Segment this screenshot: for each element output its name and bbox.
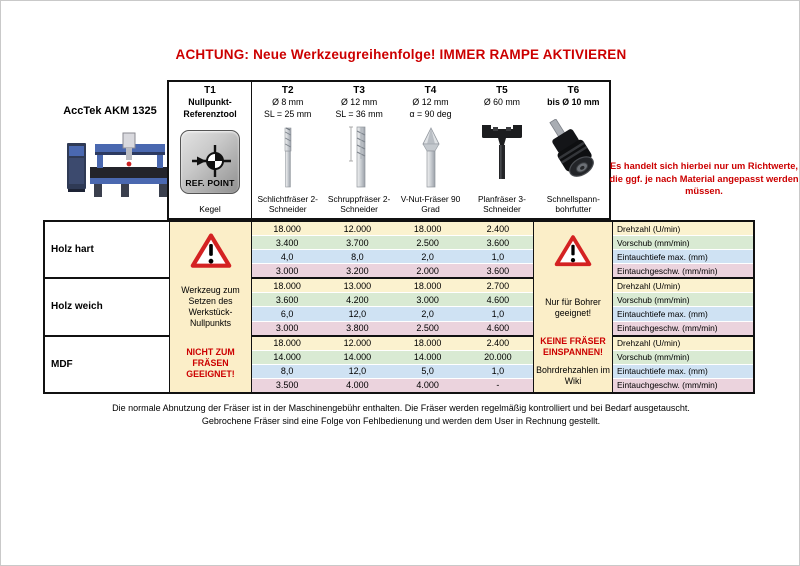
value-cell: 2.500 — [416, 237, 439, 248]
table-row — [252, 351, 533, 365]
table-row — [252, 307, 533, 321]
value-cell: 2,0 — [421, 251, 434, 262]
tool-column-t2 — [252, 82, 323, 218]
value-cell: 2.400 — [486, 338, 510, 349]
v-groove-bit-icon — [418, 125, 444, 189]
row-label: Eintauchgeschw. (mm/min) — [613, 322, 753, 335]
warning-triangle-icon — [190, 232, 232, 270]
tool-column-t4 — [395, 82, 466, 218]
value-block — [252, 335, 533, 392]
value-cell: 5,0 — [421, 366, 434, 377]
tool-name: V-Nut-Fräser 90 Grad — [400, 194, 461, 214]
tool-spec: SL = 36 mm — [335, 108, 383, 119]
value-cell: 3.700 — [346, 237, 369, 248]
table-row — [252, 279, 533, 293]
t1-note-bottom: NICHT ZUM FRÄSEN GEEIGNET! — [186, 346, 235, 379]
value-cell: 3.400 — [275, 237, 299, 248]
value-cell: 1,0 — [491, 366, 505, 377]
value-cell: 18.000 — [273, 223, 301, 234]
page-title: ACHTUNG: Neue Werkzeugreihenfolge! IMMER RAMPE AKTIVIEREN — [175, 47, 627, 62]
value-cell: 12.000 — [343, 338, 372, 349]
warning-icon-cell — [170, 222, 251, 280]
t1-note-middle: Werkzeug zum Setzen des Werkstück-Nullpunkts — [181, 285, 240, 328]
tool-spec: SL = 25 mm — [264, 108, 312, 119]
tool-image-cell — [538, 109, 609, 195]
tool-name: Kegel — [199, 204, 221, 214]
value-cell: 12,0 — [348, 309, 367, 320]
value-cell: 3.000 — [275, 265, 299, 276]
table-row — [252, 365, 533, 379]
value-cell: 2.000 — [416, 265, 439, 276]
tool-image-cell — [169, 120, 251, 204]
tool-spec: Ø 8 mm — [272, 97, 304, 107]
value-cell: 4.600 — [486, 294, 510, 305]
tool-spec: bis Ø 10 mm — [547, 97, 600, 107]
tool-header-table — [167, 80, 611, 220]
tool-image-cell — [323, 120, 394, 194]
tool-column-t1 — [169, 82, 252, 218]
machine-name: AccTek AKM 1325 — [63, 105, 157, 117]
t6-panel — [533, 222, 613, 392]
row-label: Eintauchtiefe max. (mm) — [613, 307, 753, 321]
material-cell: Holz weich — [45, 277, 169, 334]
value-cell: 18.000 — [273, 280, 301, 291]
value-cell: 2,0 — [421, 309, 434, 320]
footer-notes — [1, 402, 800, 427]
t1-panel — [170, 222, 252, 392]
value-cell: 14.000 — [273, 352, 301, 363]
row-label: Drehzahl (U/min) — [613, 222, 753, 236]
value-cell: 14.000 — [343, 352, 372, 363]
tool-image-cell — [466, 109, 537, 195]
tool-id: T3 — [353, 85, 365, 96]
table-row — [252, 236, 533, 250]
value-cell: 3.200 — [346, 265, 369, 276]
table-row — [252, 264, 533, 277]
value-cell: 4.000 — [416, 380, 439, 391]
tool-id: T1 — [204, 85, 216, 96]
value-cell: 4.600 — [486, 323, 510, 334]
row-label: Eintauchgeschw. (mm/min) — [613, 264, 753, 277]
value-cell: 20.000 — [484, 352, 512, 363]
label-block — [613, 335, 753, 392]
guideline-note: Es handelt sich hierbei nur um Richtwerte, die ggf. je nach Material angepasst werden müssen. — [609, 161, 799, 196]
tool-id: T6 — [567, 85, 580, 96]
label-block — [613, 222, 753, 277]
tool-spec: Referenztool — [183, 108, 237, 119]
label-block — [613, 277, 753, 334]
table-row — [252, 379, 533, 392]
value-cell: 12.000 — [343, 223, 372, 234]
table-row — [252, 250, 533, 264]
tool-name: Schlichtfräser 2-Schneider — [257, 194, 318, 214]
value-cell: 3.800 — [346, 323, 369, 334]
roughing-endmill-icon — [344, 125, 374, 189]
warning-triangle-icon — [554, 234, 592, 268]
value-cell: 18.000 — [413, 223, 442, 234]
tool-column-t5 — [466, 82, 537, 218]
reference-point-symbol — [188, 144, 232, 178]
tool-id: T5 — [496, 85, 508, 96]
value-cell: 18.000 — [413, 338, 442, 349]
ref-point-label: REF. POINT — [185, 178, 235, 188]
value-cell: 14.000 — [413, 352, 442, 363]
tool-spec: Ø 12 mm — [341, 97, 378, 107]
t6-note-middle: Nur für Bohrer geeignet! — [545, 296, 601, 318]
value-cell: 2.400 — [486, 223, 510, 234]
tool-column-t6 — [538, 82, 609, 218]
values-block — [252, 222, 533, 392]
table-row — [252, 322, 533, 335]
tool-spec: Nullpunkt- — [188, 97, 232, 107]
table-row — [252, 337, 533, 351]
row-label: Eintauchtiefe max. (mm) — [613, 365, 753, 379]
material-column — [45, 222, 170, 392]
row-label: Vorschub (mm/min) — [613, 351, 753, 365]
value-cell: 3.000 — [275, 323, 299, 334]
tool-spec: α = 90 deg — [409, 108, 452, 119]
value-cell: 4.200 — [346, 294, 369, 305]
value-cell: 1,0 — [491, 309, 505, 320]
value-cell: 3.000 — [416, 294, 439, 305]
material-cell: MDF — [45, 335, 169, 392]
value-block — [252, 277, 533, 334]
row-label: Drehzahl (U/min) — [613, 279, 753, 293]
tool-spec: Ø 60 mm — [483, 97, 520, 107]
t6-note-red: KEINE FRÄSER EINSPANNEN! — [540, 336, 606, 357]
tool-name: Schruppfräser 2-Schneider — [327, 194, 391, 214]
tool-column-t3 — [323, 82, 394, 218]
ref-point-icon — [180, 130, 240, 194]
material-cell: Holz hart — [51, 244, 94, 256]
value-cell: 12,0 — [348, 366, 367, 377]
value-cell: 8,0 — [351, 251, 364, 262]
row-label: Eintauchtiefe max. (mm) — [613, 250, 753, 264]
tool-name: Schnellspann-bohrfutter — [546, 194, 600, 214]
cnc-machine-image — [57, 127, 185, 207]
t6-note-bottom: Bohrdrehzahlen im Wiki — [536, 365, 610, 386]
value-cell: 8,0 — [280, 366, 294, 377]
value-cell: 3.600 — [275, 294, 299, 305]
tool-name: Planfräser 3-Schneider — [477, 194, 526, 214]
value-cell: 4,0 — [280, 251, 294, 262]
footer-line: Gebrochene Fräser sind eine Folge von Fehlbedienung und werden dem User in Rechnung gestellt. — [201, 415, 601, 426]
row-label: Drehzahl (U/min) — [613, 337, 753, 351]
row-label: Vorschub (mm/min) — [613, 236, 753, 250]
value-cell: 3.600 — [486, 237, 510, 248]
value-block — [252, 222, 533, 277]
footer-line: Die normale Abnutzung der Fräser ist in der Maschinengebühr enthalten. Die Fräser werden regelmäßig kontrolliert und bei Bedarf ausgetauscht. — [112, 403, 690, 413]
value-cell: 1,0 — [491, 251, 505, 262]
value-cell: 3.500 — [275, 380, 299, 391]
value-cell: 18.000 — [413, 280, 442, 291]
tool-image-cell — [395, 120, 466, 194]
data-table — [43, 220, 755, 394]
value-cell: 3.600 — [486, 265, 510, 276]
value-cell: 6,0 — [280, 309, 294, 320]
row-labels-column — [613, 222, 753, 392]
value-cell: 2.700 — [486, 280, 510, 291]
table-row — [252, 222, 533, 236]
finishing-endmill-icon — [277, 125, 299, 189]
value-cell: 2.500 — [416, 323, 439, 334]
row-label: Vorschub (mm/min) — [613, 293, 753, 307]
table-row — [252, 293, 533, 307]
drill-chuck-icon — [543, 119, 603, 183]
surfacing-cutter-icon — [479, 119, 525, 183]
tool-id: T2 — [281, 85, 294, 96]
value-cell: 4.000 — [346, 380, 369, 391]
tool-id: T4 — [424, 85, 437, 96]
value-cell: 13.000 — [343, 280, 372, 291]
value-cell: - — [496, 380, 500, 391]
warning-icon-cell — [534, 222, 612, 280]
row-label: Eintauchgeschw. (mm/min) — [613, 379, 753, 392]
tool-spec: Ø 12 mm — [412, 97, 449, 107]
value-cell: 18.000 — [273, 338, 301, 349]
tool-image-cell — [252, 120, 323, 194]
